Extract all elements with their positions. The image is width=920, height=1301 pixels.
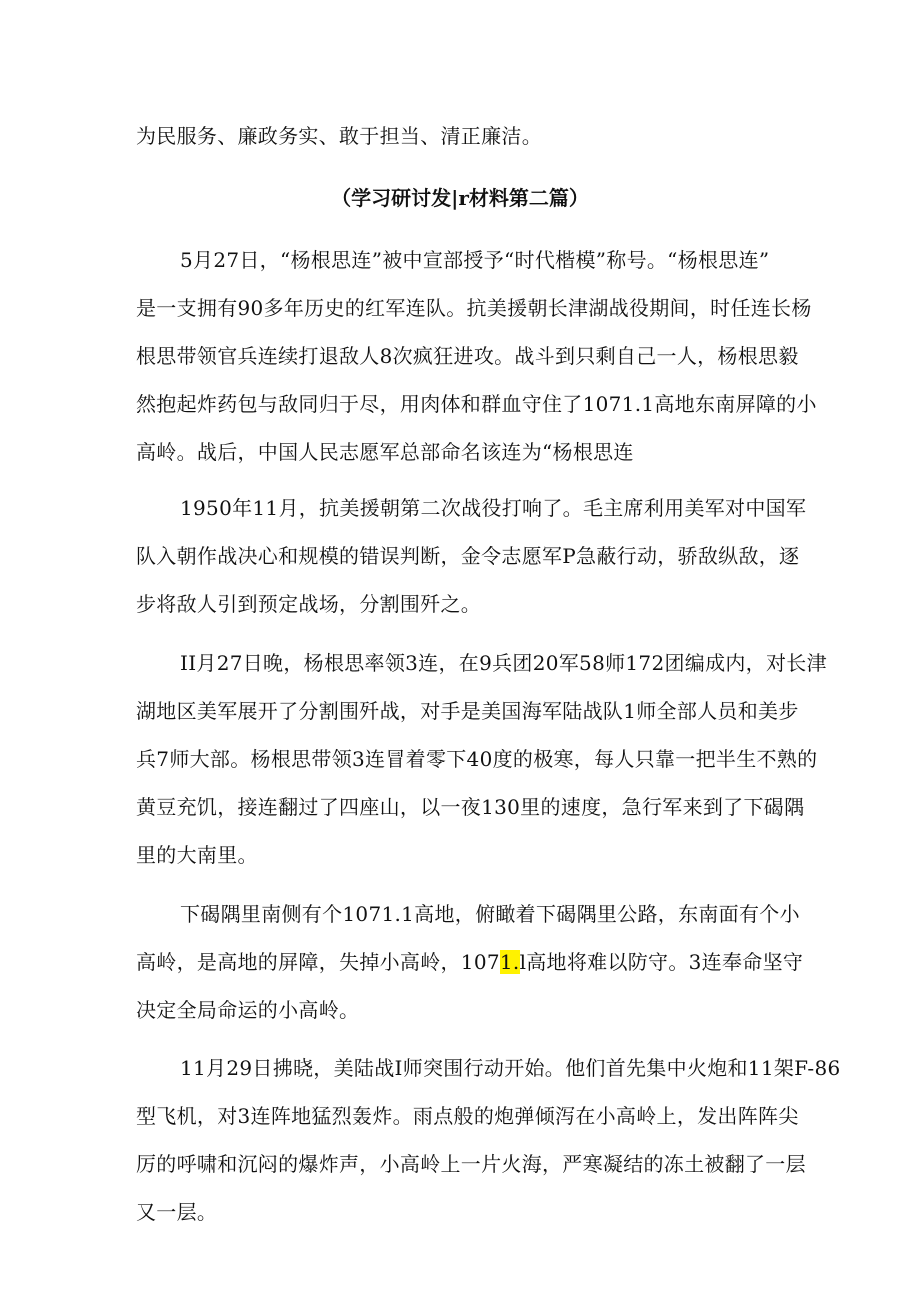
paragraph-line: II月27日晚，杨根思率领3连，在9兵团20军58师172团编成内，对长津	[180, 651, 827, 675]
paragraph-line: 是一支拥有90多年历史的红军连队。抗美援朝长津湖战役期间，时任连长杨	[136, 296, 812, 320]
carryover-line: 为民服务、廉政务实、敢于担当、清正廉洁。	[136, 124, 542, 148]
paragraph-line: 湖地区美军展开了分割围歼战，对手是美国海军陆战队1师全部人员和美步	[136, 699, 799, 723]
paragraph-line: 11月29日拂晓，美陆战I师突围行动开始。他们首先集中火炮和11架F-86	[180, 1056, 841, 1080]
text-segment: 高岭，是高地的屏障，失掉小高岭，107	[136, 950, 500, 974]
paragraph-line: 黄豆充饥，接连翻过了四座山，以一夜130里的速度，急行军来到了下碣隅	[136, 795, 805, 819]
highlighted-text: 1.	[499, 950, 520, 974]
paragraph-line: 里的大南里。	[136, 843, 258, 867]
paragraph-line: 1950年11月，抗美援朝第二次战役打响了。毛主席利用美军对中国军	[180, 496, 807, 520]
paragraph-line: 然抱起炸药包与敌同归于尽，用肉体和群血守住了1071.1高地东南屏障的小	[136, 392, 817, 416]
paragraph-line: 队入朝作战决心和规模的错误判断，金令志愿军P急蔽行动，骄敌纵敌，逐	[136, 544, 800, 568]
paragraph-line: 下碣隅里南侧有个1071.1高地，俯瞰着下碣隅里公路，东南面有个小	[180, 902, 800, 926]
paragraph-line: 型飞机，对3连阵地猛烈轰炸。雨点般的炮弹倾泻在小高岭上，发出阵阵尖	[136, 1104, 799, 1128]
paragraph-line-with-highlight	[136, 950, 803, 974]
paragraph-line: 高岭。战后，中国人民志愿军总部命名该连为“杨根思连	[136, 440, 634, 464]
paragraph-line: 兵7师大部。杨根思带领3连冒着零下40度的极寒，每人只靠一把半生不熟的	[136, 747, 818, 771]
paragraph-line: 步将敌人引到预定战场，分割围歼之。	[136, 592, 482, 616]
text-segment: l高地将难以防守。3连奉命坚守	[519, 950, 804, 974]
paragraph-line: 5月27日，“杨根思连”被中宣部授予“时代楷模”称号。“杨根思连”	[180, 248, 770, 272]
paragraph-line: 决定全局命运的小高岭。	[136, 998, 360, 1022]
section-title: （学习研讨发|r材料第二篇）	[331, 186, 589, 210]
paragraph-line: 根思带领官兵连续打退敌人8次疯狂进攻。战斗到只剩自己一人，杨根思毅	[136, 344, 799, 368]
paragraph-line: 厉的呼啸和沉闷的爆炸声，小高岭上一片火海，严寒凝结的冻土被翻了一层	[136, 1152, 806, 1176]
paragraph-line: 又一层。	[136, 1200, 218, 1224]
